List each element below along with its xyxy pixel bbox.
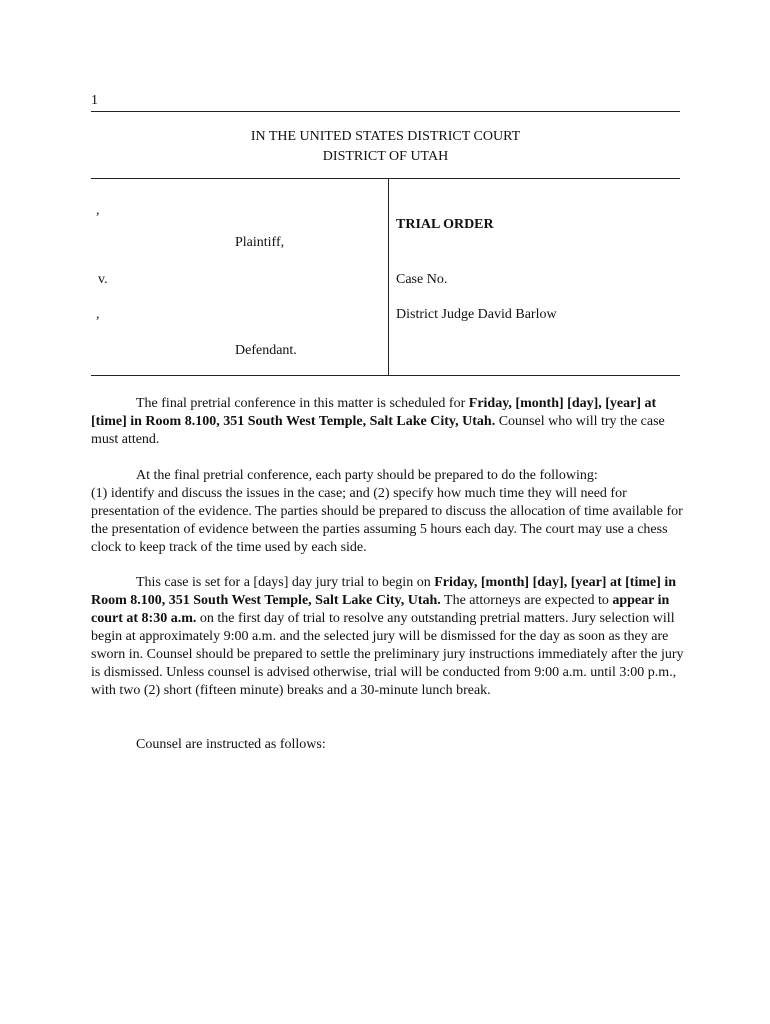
caption-divider bbox=[388, 178, 389, 375]
paragraph-trial-schedule bbox=[91, 574, 686, 700]
court-name: IN THE UNITED STATES DISTRICT COURT bbox=[250, 129, 521, 144]
paragraph-counsel-instructed bbox=[91, 736, 686, 754]
court-district: DISTRICT OF UTAH bbox=[322, 149, 449, 164]
paragraph-final-pretrial bbox=[91, 395, 686, 449]
p4-text: Counsel are instructed as follows: bbox=[136, 737, 326, 752]
p3-text-c: on the first day of trial to resolve any outstanding pretrial matters. Jury selection will begin at approximately 9:00 a.m. and the selected jury will be dismissed for the day as soon as they are sworn in. Counsel should be prepared to settle the preliminary jury instructions immediately after the jury is dismissed. Unless counsel is advised otherwise, trial will be conducted from 9:00 a.m. until 3:00 p.m., with two (2) short (fifteen minute) breaks and a 30-minute lunch break. bbox=[91, 611, 684, 698]
paragraph-prepare bbox=[91, 467, 686, 557]
p2-rest: (1) identify and discuss the issues in the case; and (2) specify how much time they will need for presentation of the evidence. The parties should be prepared to discuss the allocation of time available for the presentation of evidence between the parties assuming 5 hours each day. The court may use a chess clock to keep track of the time used by each side. bbox=[91, 486, 683, 555]
judge-name: District Judge David Barlow bbox=[396, 307, 557, 322]
defendant-name-placeholder: , bbox=[96, 307, 100, 322]
p2-line1: At the final pretrial conference, each party should be prepared to do the following: bbox=[136, 468, 598, 483]
p1-bold-date: Friday, [month] [day], [year] at [time] in Room 8.100, 351 South West Temple, Salt Lake City, Utah. bbox=[91, 396, 657, 429]
p3-text-b: The attorneys are expected to bbox=[440, 593, 613, 608]
caption-bottom-rule bbox=[91, 375, 680, 376]
versus-label: v. bbox=[98, 272, 108, 287]
defendant-label: Defendant. bbox=[235, 343, 297, 358]
p3-bold-date: Friday, [month] [day], [year] at [time] in Room 8.100, 351 South West Temple, Salt Lake City, Utah. bbox=[91, 575, 677, 608]
plaintiff-label: Plaintiff, bbox=[235, 235, 285, 250]
caption-top-rule bbox=[91, 178, 680, 179]
plaintiff-name-placeholder: , bbox=[96, 203, 100, 218]
case-number: Case No. bbox=[396, 272, 448, 287]
order-title: TRIAL ORDER bbox=[396, 217, 494, 232]
header-rule bbox=[91, 111, 680, 112]
page-number: 1 bbox=[91, 93, 98, 108]
p3-text-a: This case is set for a [days] day jury trial to begin on bbox=[136, 575, 435, 590]
p1-text-a: The final pretrial conference in this matter is scheduled for bbox=[136, 396, 469, 411]
p1-text-b: Counsel who will try the case must attend. bbox=[91, 414, 665, 447]
p3-bold-appear: appear in court at 8:30 a.m. bbox=[91, 593, 670, 626]
